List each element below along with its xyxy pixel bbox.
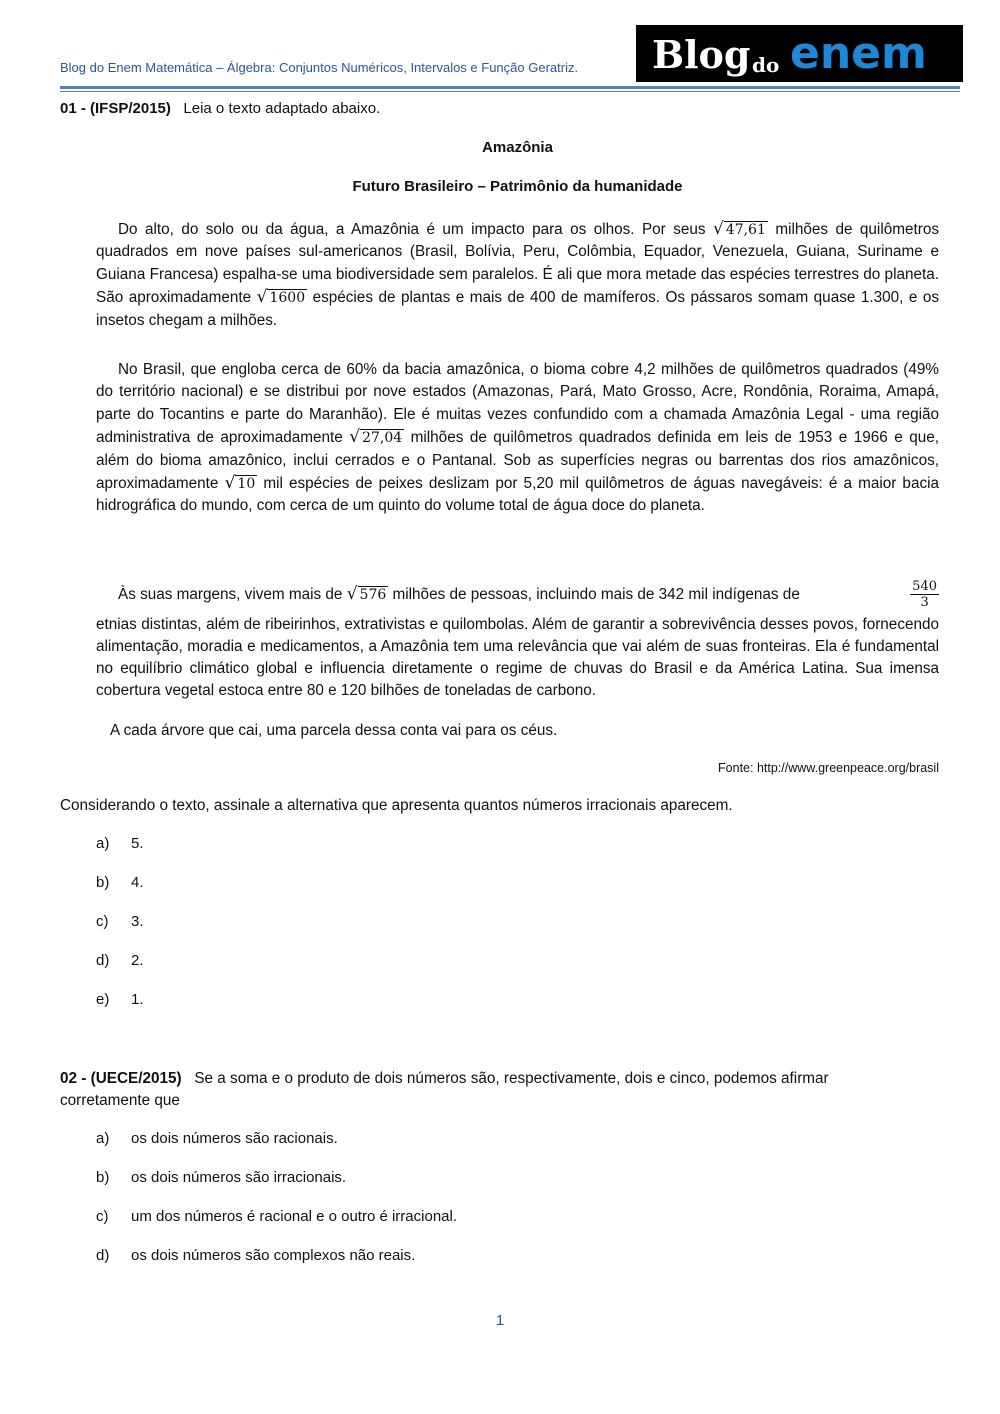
logo-enem-text: enem	[789, 27, 927, 79]
p2-text-c: mil espécies de peixes deslizam por 5,20 mil quilômetros de águas navegáveis: é a maior bacia hidrográfica do mundo, com cerca de um quinto do volume total de água doce do planeta.	[96, 475, 940, 515]
p2-text-a: No Brasil, que engloba cerca de 60% da bacia amazônica, o bioma cobre 4,2 milhões de quilômetros quadrados (49% do território nacional) e se distribui por nove estados (Amazonas, Pará, Mato Grosso, Acre, Rondônia, Roraima, Amapá, parte do Tocantins e parte do Maranhão). Ele é muitas vezes confundido com a chamada Amazônia Legal - uma região administrativa de aproximadamente	[96, 361, 939, 447]
paragraph-4: A cada árvore que cai, uma parcela dessa conta vai para os céus.	[110, 722, 558, 739]
header-rule-thin	[60, 91, 960, 92]
question-1-option-a	[96, 835, 144, 852]
option-letter: d)	[96, 952, 110, 969]
logo-do-text: do	[751, 52, 779, 77]
option-text: os dois números são complexos não reais.	[131, 1247, 416, 1264]
fraction-540-3	[910, 579, 939, 610]
option-text: os dois números são irracionais.	[131, 1169, 347, 1186]
logo-svg	[640, 28, 960, 80]
question-2-option-a	[96, 1130, 338, 1147]
source-citation: Fonte: http://www.greenpeace.org/brasil	[718, 761, 939, 775]
question-2-option-b	[96, 1169, 346, 1186]
text-subtitle: Futuro Brasileiro – Patrimônio da humanidade	[352, 178, 683, 195]
p1-text-b: milhões de quilômetros quadrados em nove países sul-americanos (Brasil, Bolívia, Peru, Colômbia, Equador, Venezuela, Guiana, Suriname e Guiana Francesa) espalha-se uma biodiversidade sem paralelos. É ali que mora metade das espécies terrestres do planeta. São aproximadamente	[96, 221, 939, 307]
fraction-denominator: 3	[920, 594, 929, 610]
sqrt-576: √ 576	[346, 583, 387, 604]
question-1-option-b	[96, 874, 144, 891]
option-letter: c)	[96, 913, 109, 930]
p3-text-b: milhões de pessoas, incluindo mais de 342 mil indígenas de	[392, 585, 800, 603]
fraction-numerator: 540	[912, 578, 937, 594]
question-2-number: 02 - (UECE/2015)	[60, 1070, 182, 1087]
option-letter: b)	[96, 1169, 110, 1186]
option-text: 1.	[131, 991, 144, 1008]
option-text: 5.	[131, 835, 144, 852]
logo-blog-text: Blog	[651, 31, 750, 77]
option-text: um dos números é racional e o outro é irracional.	[131, 1208, 458, 1225]
option-letter: a)	[96, 1130, 110, 1147]
option-text: 2.	[131, 952, 144, 969]
question-1-option-e	[96, 991, 144, 1008]
p1-text-c: espécies de plantas e mais de 400 de mamíferos. Os pássaros somam quase 1.300, e os insetos chegam a milhões.	[96, 289, 939, 329]
paragraph-3	[96, 576, 939, 702]
page-number: 1	[495, 1312, 505, 1329]
sqrt-10: √ 10	[224, 473, 256, 494]
option-letter: d)	[96, 1247, 110, 1264]
header-title: Blog do Enem Matemática – Álgebra: Conjuntos Numéricos, Intervalos e Função Geratriz.	[60, 60, 579, 75]
option-letter: a)	[96, 835, 110, 852]
question-1-number: 01 - (IFSP/2015)	[60, 100, 171, 117]
question-2-option-c	[96, 1208, 457, 1225]
sqrt-47-61: √ 47,61	[712, 219, 766, 239]
question-2-text: Se a soma e o produto de dois números são, respectivamente, dois e cinco, podemos afirmar corretamente que	[60, 1070, 829, 1109]
question-1-option-c	[96, 913, 144, 930]
text-title: Amazônia	[482, 139, 553, 156]
question-1-prompt: Considerando o texto, assinale a alternativa que apresenta quantos números irracionais aparecem.	[60, 797, 733, 814]
option-text: os dois números são racionais.	[131, 1130, 338, 1147]
p3-text-c: etnias distintas, além de ribeirinhos, extrativistas e quilombolas. Além de garantir a sobrevivência desses povos, fornecendo alimentação, moradia e medicamentos, a Amazônia tem uma relevância que vai além de suas fronteiras. Ela é fundamental no equilíbrio climático global e influencia diretamente o regime de chuvas do Brasil e da América Latina. Sua imensa cobertura vegetal estoca entre 80 e 120 bilhões de toneladas de carbono.	[96, 616, 939, 699]
p3-text-a: Às suas margens, vivem mais de	[118, 585, 343, 603]
option-letter: b)	[96, 874, 110, 891]
sqrt-1600: √ 1600	[256, 287, 306, 308]
paragraph-2	[96, 359, 939, 518]
paragraph-1	[96, 218, 939, 332]
p2-text-b: milhões de quilômetros quadrados definida em leis de 1953 e 1966 e que, além do bioma amazônico, inclui cerrados e o Pantanal. Sob as superfícies negras ou barrentas dos rios amazônicos, aproximadamente	[96, 429, 939, 493]
blog-do-enem-logo	[636, 25, 963, 82]
option-text: 4.	[131, 874, 144, 891]
question-2-option-d	[96, 1247, 415, 1264]
option-text: 3.	[131, 913, 144, 930]
option-letter: c)	[96, 1208, 109, 1225]
header-rule-thick	[60, 86, 960, 89]
question-1-option-d	[96, 952, 144, 969]
question-1-intro: Leia o texto adaptado abaixo.	[183, 100, 381, 117]
question-2-header	[60, 1068, 920, 1112]
p1-text-a: Do alto, do solo ou da água, a Amazônia é um impacto para os olhos. Por seus	[118, 221, 706, 238]
option-letter: e)	[96, 991, 110, 1008]
sqrt-27-04: √ 27,04	[349, 427, 403, 448]
question-1-header	[60, 100, 380, 117]
